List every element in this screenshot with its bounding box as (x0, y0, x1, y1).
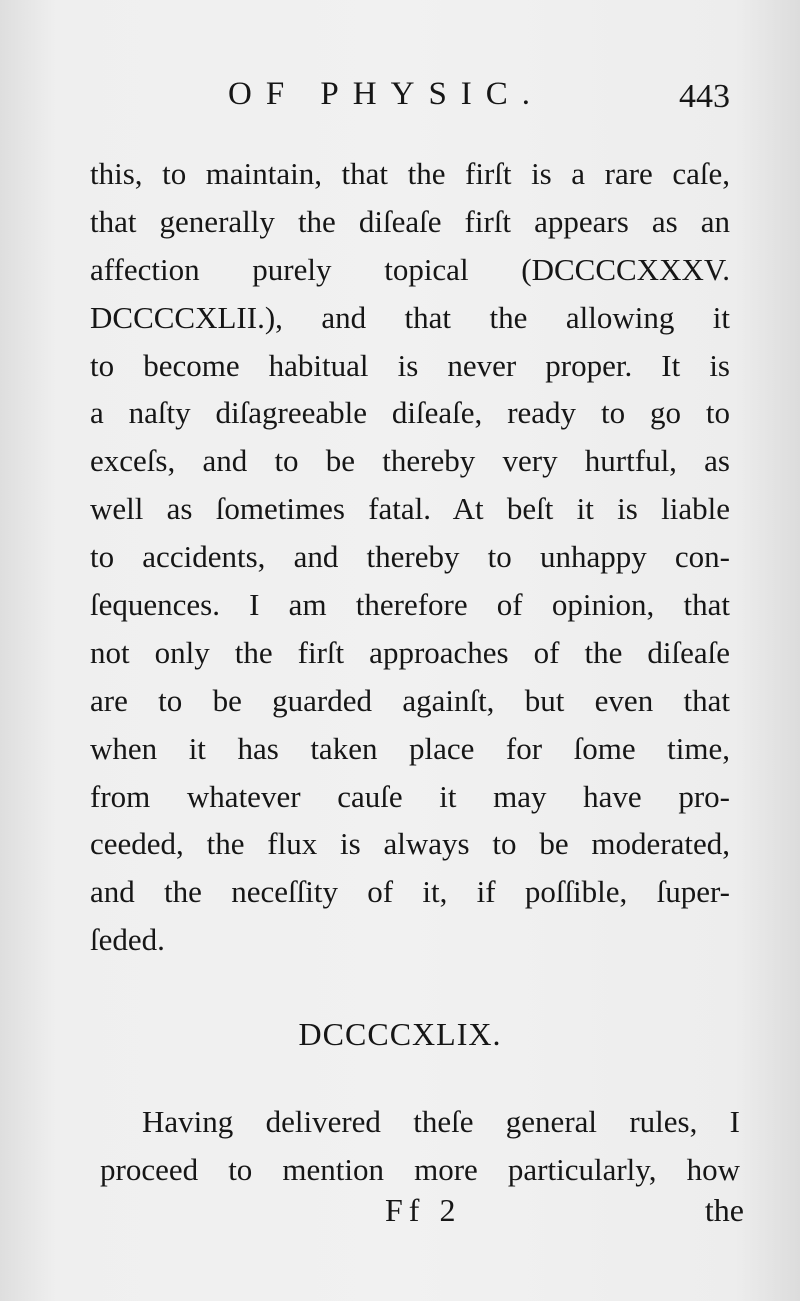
text-line: to become habitual is never proper. It is (90, 347, 730, 383)
text-line: affection purely topical (DCCCCXXXV. (90, 251, 730, 287)
text-line: not only the firſt approaches of the diſeaſe (90, 634, 730, 670)
catchword: the (704, 1192, 744, 1228)
text-line: when it has taken place for ſome time, (90, 730, 730, 766)
paragraph-1 (90, 150, 730, 964)
text-line: ſeded. (90, 922, 165, 958)
text-line: this, to maintain, that the firſt is a rare caſe, (90, 156, 730, 191)
text-line: DCCCCXLII.), and that the allowing it (90, 299, 730, 335)
text-line: are to be guarded againſt, but even that (90, 682, 730, 718)
page-number: 443 (679, 78, 730, 115)
paragraph-2 (100, 1098, 740, 1194)
text-line: well as ſometimes fatal. At beſt it is liable (90, 491, 730, 527)
text-line: Having delivered theſe general rules, I (142, 1104, 740, 1139)
signature-mark: Ff 2 (385, 1192, 462, 1228)
text-line: a naſty diſagreeable diſeaſe, ready to go to (90, 395, 730, 431)
text-line: ſequences. I am therefore of opinion, that (90, 587, 730, 623)
text-line: proceed to mention more particularly, how (100, 1152, 740, 1187)
text-line: exceſs, and to be thereby very hurtful, as (90, 443, 730, 479)
text-line: and the neceſſity of it, if poſſible, ſuper- (90, 874, 730, 910)
text-line: to accidents, and thereby to unhappy con- (90, 539, 730, 575)
page-header (0, 70, 800, 126)
text-line: ceeded, the flux is always to be moderated, (90, 826, 730, 862)
text-line: that generally the diſeaſe firſt appears as an (90, 203, 730, 239)
text-line: from whatever cauſe it may have pro- (90, 778, 730, 814)
section-heading: DCCCCXLIX. (298, 1016, 502, 1052)
running-title: OF PHYSIC. (228, 76, 545, 112)
